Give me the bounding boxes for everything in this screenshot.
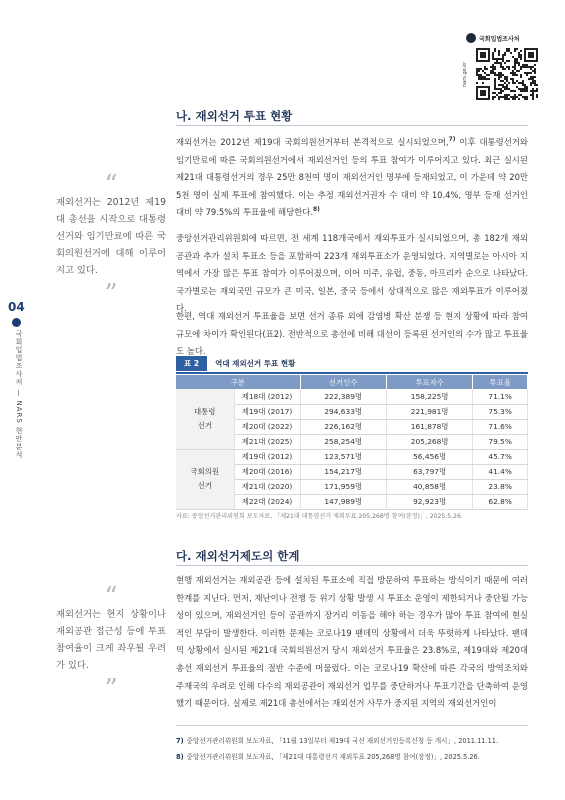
table-cell: 71.1% bbox=[473, 389, 528, 404]
table-cell: 79.5% bbox=[473, 434, 528, 449]
table-cell: 294,633명 bbox=[300, 404, 386, 419]
column-header: 투표자수 bbox=[386, 375, 472, 389]
site-url: nars.go.kr bbox=[462, 61, 468, 87]
qr-code-icon[interactable] bbox=[476, 48, 538, 100]
table-cell: 154,217명 bbox=[300, 464, 386, 479]
table-cell: 56,456명 bbox=[386, 449, 472, 464]
table-cell: 222,389명 bbox=[300, 389, 386, 404]
table-cell: 205,268명 bbox=[386, 434, 472, 449]
row-group-label: 대통령 선거 bbox=[176, 389, 234, 449]
footnote bbox=[176, 751, 480, 761]
table-cell: 171,959명 bbox=[300, 479, 386, 494]
table-source: 자료: 중앙선거관리위원회 보도자료, 「제21대 대통령선거 재외투표 205,268명 참여(잠정)」, 2025.5.26. bbox=[176, 513, 463, 520]
table-cell: 258,254명 bbox=[300, 434, 386, 449]
table-cell: 92,923명 bbox=[386, 494, 472, 509]
page-number: 04 bbox=[8, 300, 25, 314]
table-cell: 제21대 (2025) bbox=[234, 434, 300, 449]
column-header: 선거인수 bbox=[300, 375, 386, 389]
pull-quote-text: 재외선거는 2012년 제19대 총선을 시작으로 대통령선거와 임기만료에 따른 국회의원선거에 대해 이루어지고 있다. bbox=[56, 197, 166, 276]
pull-quote-1 bbox=[56, 170, 166, 309]
nars-logo bbox=[466, 32, 542, 44]
table-cell: 45.7% bbox=[473, 449, 528, 464]
column-header: 구분 bbox=[176, 375, 300, 389]
table-caption: 역대 재외선거 투표 현황 bbox=[215, 359, 296, 368]
footnote-text: 중앙선거관리위원회 보도자료, 「제21대 대통령선거 재외투표 205,268명 참여(잠정)」, 2025.5.26. bbox=[186, 753, 480, 761]
table-cell: 62.8% bbox=[473, 494, 528, 509]
table-row bbox=[176, 389, 528, 404]
table-cell: 제19대 (2017) bbox=[234, 404, 300, 419]
qr-block bbox=[462, 30, 542, 100]
close-quote-icon: ” bbox=[104, 674, 118, 704]
table-cell: 40,858명 bbox=[386, 479, 472, 494]
table-header-row bbox=[176, 375, 528, 389]
table-cell: 161,878명 bbox=[386, 419, 472, 434]
logo-icon bbox=[466, 33, 476, 43]
table-cell: 221,981명 bbox=[386, 404, 472, 419]
column-header: 투표율 bbox=[473, 375, 528, 389]
table-cell: 제20대 (2016) bbox=[234, 464, 300, 479]
rail-bullet-icon bbox=[12, 318, 21, 327]
footnote bbox=[176, 735, 498, 745]
table-cell: 63,797명 bbox=[386, 464, 472, 479]
close-quote-icon: ” bbox=[104, 279, 118, 309]
table-cell: 71.6% bbox=[473, 419, 528, 434]
table-cell: 제22대 (2024) bbox=[234, 494, 300, 509]
footnote-number: 8) bbox=[176, 753, 184, 761]
table-cell: 75.3% bbox=[473, 404, 528, 419]
table-header-bar bbox=[176, 356, 528, 371]
table-cell: 158,225명 bbox=[386, 389, 472, 404]
body-paragraph: 중앙선거관리위원회에 따르면, 전 세계 118개국에서 재외투표가 실시되었으며, 총 182개 재외공관과 추가 설치 투표소 등을 포함하여 223개 재외투표소가 운영되었다. 지역별로는 아시아 지역에서 가장 많은 투표 참여가 이루어졌으며, 이어 미주, 유럽, 중동, 아프리카 순으로 나타났다. 국가별로는 재외국민 규모가 큰 미국, 일본, 중국 등에서 상대적으로 많은 재외투표가 이루어졌다. bbox=[176, 233, 528, 314]
running-title: 국회입법조사처 — NARS 현안분석 bbox=[15, 330, 23, 460]
open-quote-icon: “ bbox=[104, 170, 118, 200]
body-paragraph: 한편, 역대 재외선거 투표율을 보면 선거 종류 외에 감염병 확산 분쟁 등 현지 상황에 따라 참여 규모에 차이가 확인된다(표2). 전반적으로 총선에 비해 대선이 등록된 선거인의 수가 많고 투표율도 높다. bbox=[176, 311, 528, 357]
table-row bbox=[176, 449, 528, 464]
table-cell: 제18대 (2012) bbox=[234, 389, 300, 404]
table-cell: 제19대 (2012) bbox=[234, 449, 300, 464]
text-run: 이후 대통령선거와 임기만료에 따른 국회의원선거에서 재외선거인 등의 투표 참여가 이루어지고 있다. 최근 실시된 제21대 대통령선거의 경우 25만 8천여 명이 재외선거인 명부에 등재되었고, 이 가운데 약 20만 5천 명이 실제 투표에 참여했다. 이는 추정 재외선거권자 수 대비 약 10.4%, 명부 등재 선거인 대비 약 79.5%의 투표율에 해당한다. bbox=[176, 137, 528, 218]
table-top-rule bbox=[176, 372, 528, 374]
section-heading: 나. 재외선거 투표 현황 bbox=[176, 109, 293, 123]
row-group-label: 국회의원 선거 bbox=[176, 449, 234, 509]
footnote-divider bbox=[176, 725, 528, 726]
table-cell: 147,989명 bbox=[300, 494, 386, 509]
footnote-text: 중앙선거관리위원회 보도자료, 「11월 13일부터 제19대 국선 재외선거인등록신청 등 개시」, 2011.11.11. bbox=[186, 737, 499, 745]
pull-quote-text: 재외선거는 현지 상황이나 재외공관 접근성 등에 투표 참여율이 크게 좌우될 우려가 있다. bbox=[56, 609, 166, 671]
logo-text: 국회입법조사처 bbox=[479, 35, 520, 43]
section-divider bbox=[176, 565, 528, 566]
footnote-number: 7) bbox=[176, 737, 184, 745]
table-cell: 제21대 (2020) bbox=[234, 479, 300, 494]
section-divider bbox=[176, 125, 528, 126]
footnote-ref[interactable]: 8) bbox=[313, 206, 320, 214]
body-paragraph: 현행 재외선거는 재외공관 등에 설치된 투표소에 직접 방문하여 투표하는 방식이기 때문에 여러 한계를 지닌다. 먼저, 재난이나 전쟁 등 위기 상황 발생 시 투표소 운영이 제한되거나 중단될 가능성이 있으며, 재외선거인 등이 공관까지 장거리 이동을 해야 하는 경우가 많아 투표 참여에 현실적인 부담이 발생한다. 이러한 문제는 코로나19 팬데믹 상황에서 더욱 뚜렷하게 나타났다. 팬데믹 상황에서 실시된 제21대 국회의원선거 당시 재외선거 투표율은 23.8%로, 제19대와 제20대 총선 재외선거 투표율의 절반 수준에 머물렀다. 이는 코로나19 확산에 따른 각국의 방역조치와 주재국의 우려로 인해 다수의 재외공관이 재외선거 업무를 중단하거나 투표기간을 단축하여 운영했기 때문이다. 실제로 제21대 총선에서는 재외선거 사무가 중지된 지역의 재외선거인이 bbox=[176, 575, 528, 709]
table-cell: 23.8% bbox=[473, 479, 528, 494]
table-cell: 41.4% bbox=[473, 464, 528, 479]
open-quote-icon: “ bbox=[104, 582, 118, 612]
body-paragraph bbox=[176, 134, 528, 222]
election-turnout-table bbox=[176, 375, 528, 510]
footnote-ref[interactable]: 7) bbox=[448, 136, 456, 144]
table-cell: 226,162명 bbox=[300, 419, 386, 434]
table-cell: 123,571명 bbox=[300, 449, 386, 464]
section-heading: 다. 재외선거제도의 한계 bbox=[176, 549, 300, 563]
table-cell: 제20대 (2022) bbox=[234, 419, 300, 434]
pull-quote-2 bbox=[56, 582, 166, 704]
text-run: 재외선거는 2012년 제19대 국회의원선거부터 본격적으로 실시되었으며, bbox=[176, 137, 449, 147]
table-number-badge: 표 2 bbox=[176, 356, 207, 371]
